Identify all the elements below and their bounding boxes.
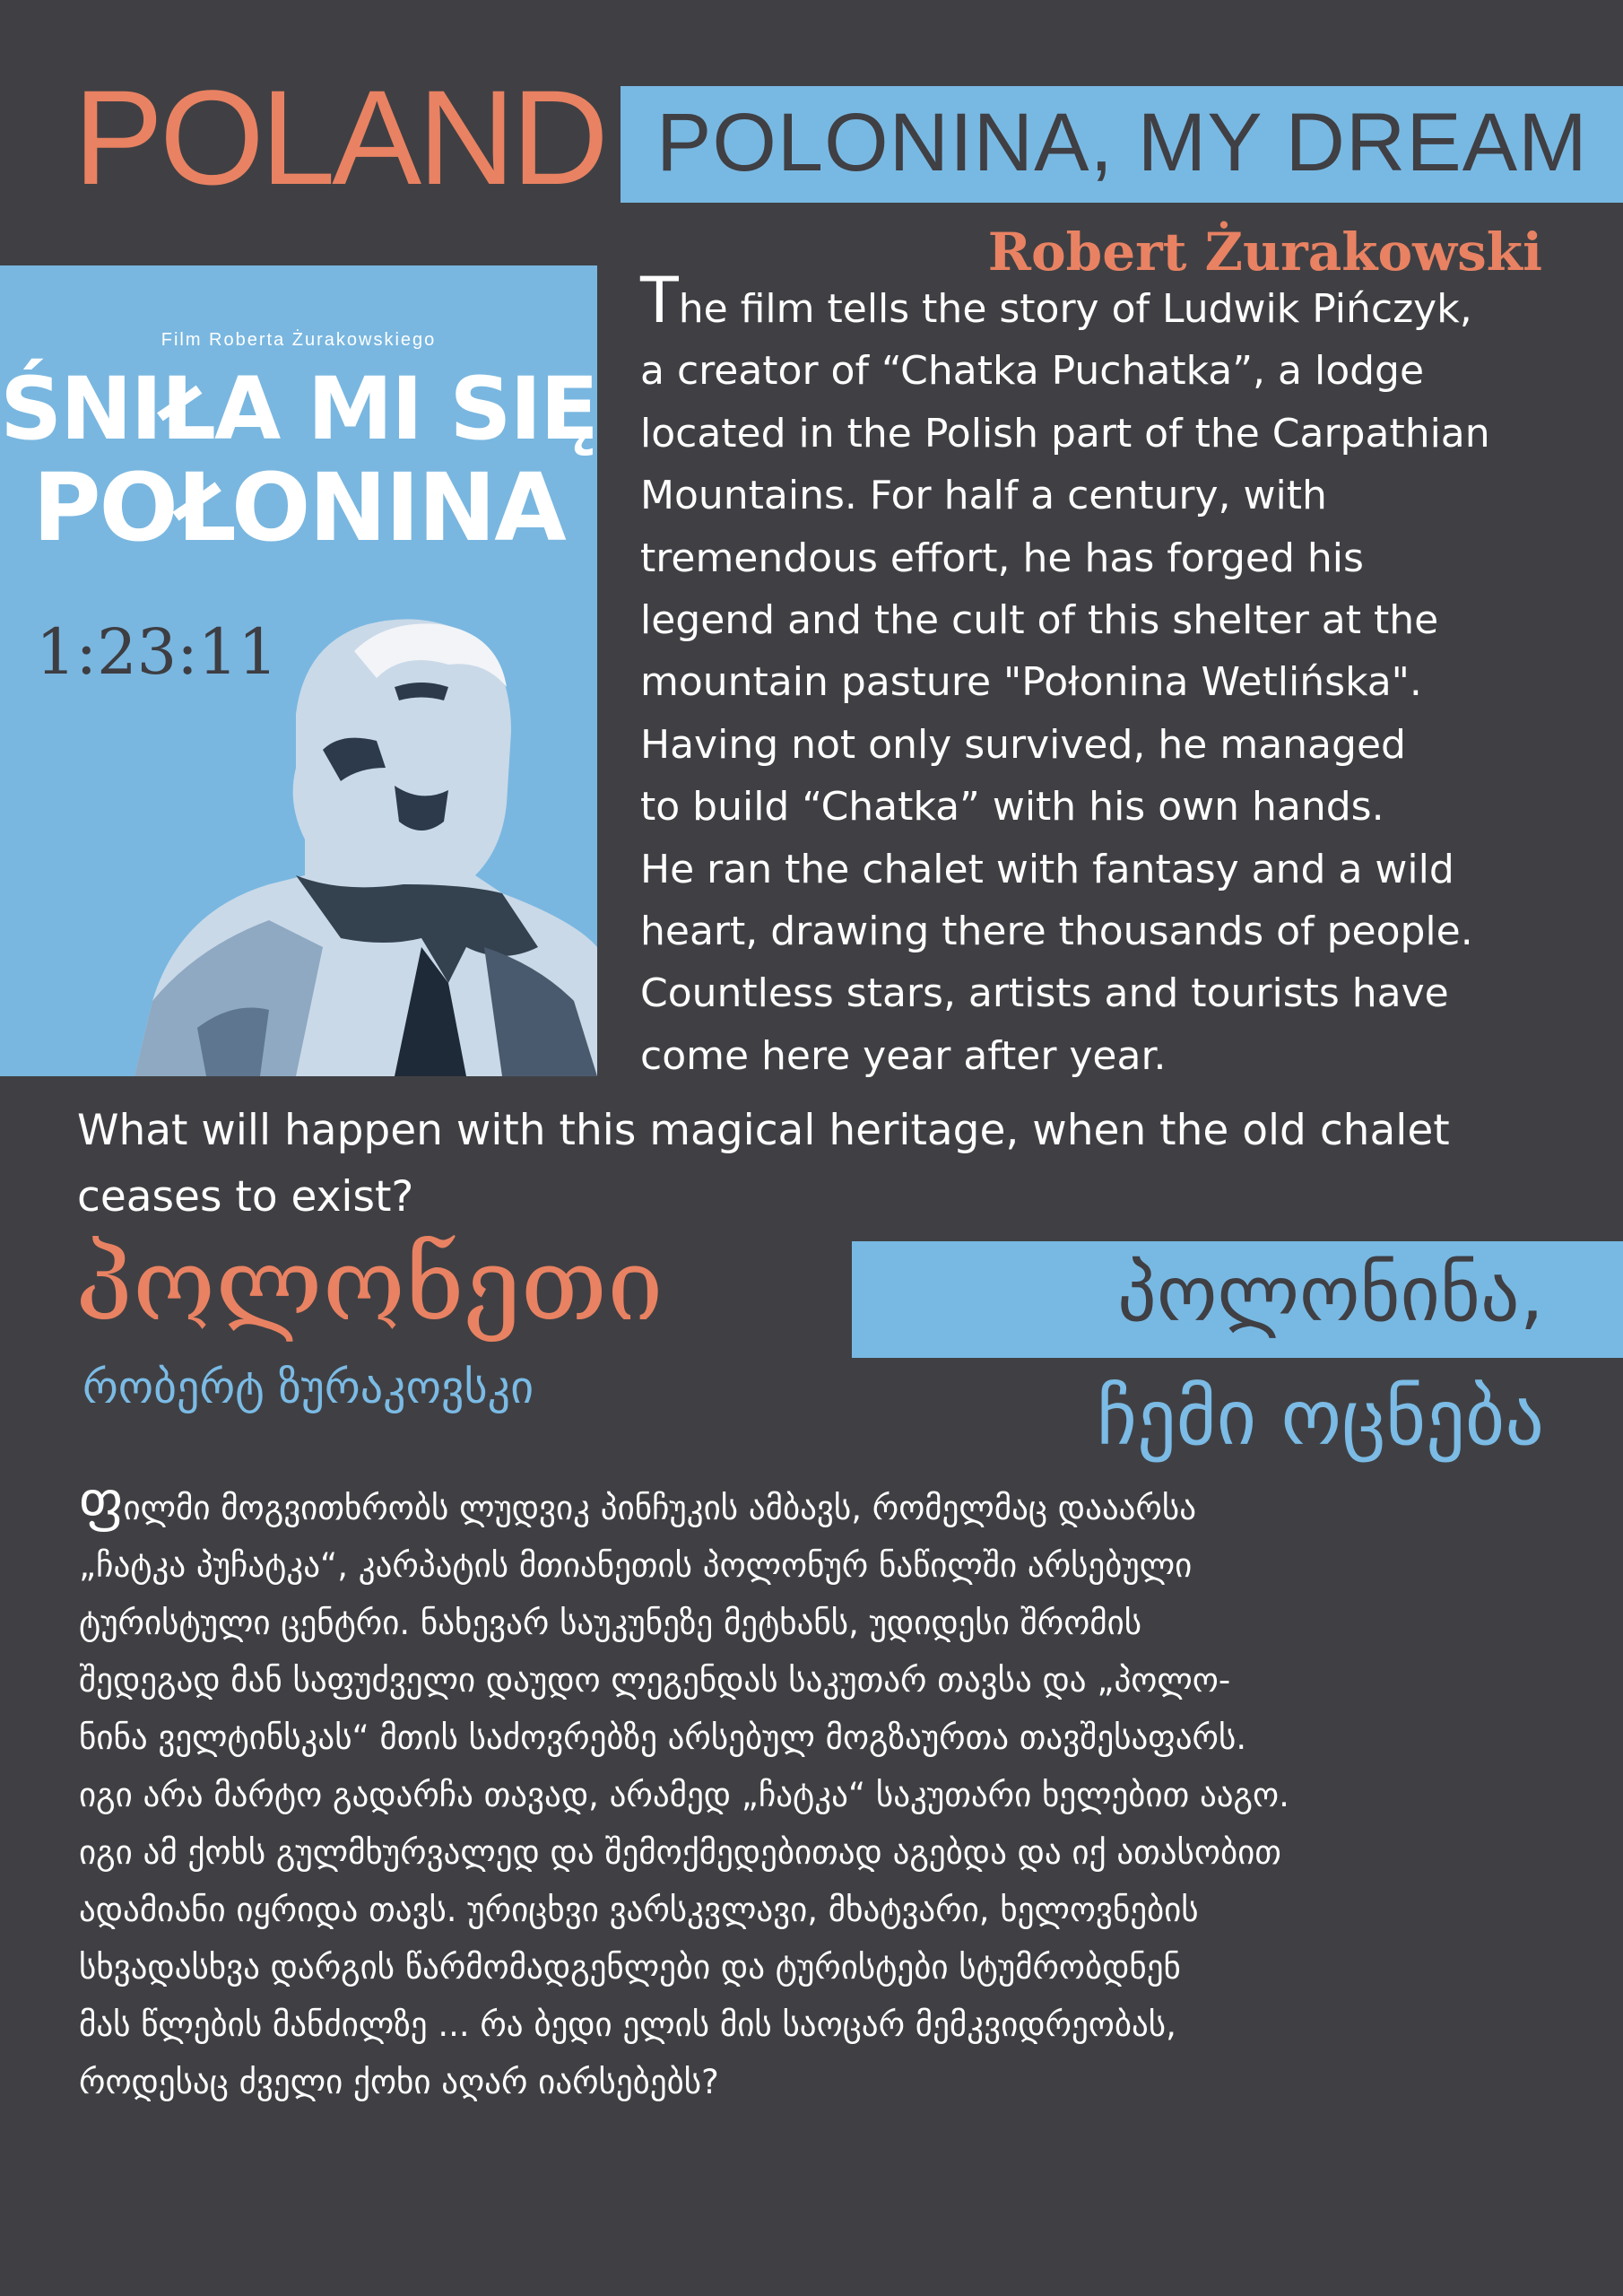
text-line: „ჩატკა პუჩატკა“, კარპატის მთიანეთის პოლონურ ნაწილში არსებული [79, 1546, 1193, 1585]
text-line: come here year after year. [640, 1032, 1167, 1079]
text-line: როდესაც ძველი ქოხი აღარ იარსებებს? [79, 2063, 719, 2101]
poster-duration: 1:23:11 [36, 615, 278, 689]
text-line: იგი არა მარტო გადარჩა თავად, არამედ „ჩატკა“ საკუთარი ხელებით ააგო. [79, 1776, 1289, 1814]
text-line: Having not only survived, he managed [640, 721, 1406, 768]
text-line: იგი ამ ქოხს გულმხურვალედ და შემოქმედებითად აგებდა და იქ ათასობით [79, 1833, 1281, 1872]
director-name-en: Robert Żurakowski [987, 222, 1542, 283]
country-title-ka: პოლონეთი [75, 1227, 664, 1344]
text-line: ადამიანი იყრიდა თავს. ურიცხვი ვარსკვლავი, მხატვარი, ხელოვნების [79, 1891, 1199, 1929]
text-line: What will happen with this magical heritage, when the old chalet [77, 1106, 1450, 1155]
text-line: სხვადასხვა დარგის წარმომადგენლები და ტურისტები სტუმრობდნენ [79, 1948, 1181, 1987]
question-en [77, 1098, 1601, 1231]
film-title-ka-line1: პოლონინა, [1117, 1249, 1544, 1339]
film-poster [0, 265, 597, 1076]
text-line: ნინა ველტინსკას“ მთის საძოვრებზე არსებულ მოგზაურთა თავშესაფარს. [79, 1718, 1247, 1757]
text-line: heart, drawing there thousands of people. [640, 909, 1473, 955]
text-line: legend and the cult of this shelter at the [640, 597, 1439, 644]
description-ka [79, 1470, 1603, 2111]
poster-title-line2: POŁONINA [32, 453, 565, 562]
text-line: to build “Chatka” with his own hands. [640, 784, 1384, 831]
text-line: მას წლების მანძილზე ... რა ბედი ელის მის საოცარ მემკვიდრეობას, [79, 2005, 1176, 2044]
text-line: ceases to exist? [77, 1172, 414, 1222]
director-name-ka: რობერტ ზურაკოვსკი [82, 1361, 534, 1413]
text-line: tremendous effort, he has forged his [640, 535, 1364, 581]
text-line: ტურისტული ცენტრი. ნახევარ საუკუნეზე მეტხანს, უდიდესი შრომის [79, 1604, 1142, 1642]
text-line: The film tells the story of Ludwik Pińczyk, [640, 264, 1472, 337]
text-line: a creator of “Chatka Puchatka”, a lodge [640, 348, 1425, 395]
description-en [640, 264, 1609, 1087]
film-title-ka-line2: ჩემი ოცნება [1097, 1373, 1544, 1463]
country-title-en: POLAND [74, 62, 605, 213]
text-line: located in the Polish part of the Carpathian [640, 410, 1490, 457]
text-line: Mountains. For half a century, with [640, 473, 1327, 519]
poster-title-line1: ŚNIŁA MI SIĘ [0, 359, 597, 459]
poster-credit: Film Roberta Żurakowskiego [161, 330, 437, 350]
text-line: Countless stars, artists and tourists have [640, 970, 1449, 1017]
text-line: mountain pasture "Połonina Wetlińska". [640, 659, 1422, 706]
text-line: ფილმი მოგვითხრობს ლუდვიკ პინჩუკის ამბავს, რომელმაც დააარსა [79, 1470, 1196, 1533]
text-line: შედეგად მან საფუძველი დაუდო ლეგენდას საკუთარ თავსა და „პოლო- [79, 1661, 1231, 1700]
film-title-en: POLONINA, MY DREAM [656, 97, 1588, 188]
text-line: He ran the chalet with fantasy and a wild [640, 846, 1454, 892]
